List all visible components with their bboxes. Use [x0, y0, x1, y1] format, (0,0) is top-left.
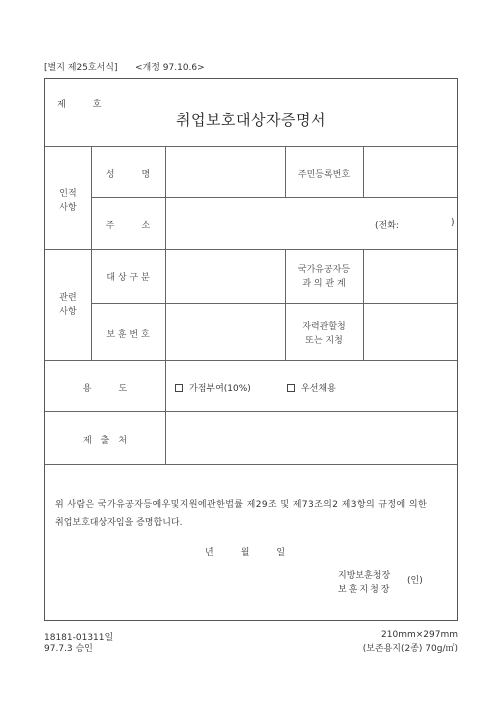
- issuer-regional-office: 지방보훈청장: [338, 571, 391, 581]
- office-label-line1: 자력관할청: [302, 322, 346, 332]
- address-label: 주 소: [105, 221, 151, 231]
- issue-date: 년 월 일: [205, 548, 286, 558]
- certificate-form: [44, 78, 458, 621]
- usage-option-priority-label: 우선채용: [301, 384, 336, 394]
- section-relation-line1: 관련: [59, 293, 77, 303]
- form-code: 18181-01311일: [44, 633, 114, 643]
- form-reference: [별지 제25호서식]: [44, 63, 118, 73]
- section-personal-line2: 사항: [59, 203, 77, 213]
- document-title: 취업보호대상자증명서: [176, 111, 326, 129]
- section-relation-line2: 사항: [59, 307, 77, 317]
- usage-option-bonus[interactable]: [175, 381, 251, 394]
- divider-personal: [45, 249, 457, 250]
- phone-close: ): [451, 218, 455, 228]
- category-label: 대 상 구 분: [106, 273, 150, 283]
- phone-open: (전화:: [375, 221, 399, 231]
- usage-option-bonus-label: 가점부여(10%): [189, 384, 251, 394]
- submit-to-label: 제 출 처: [82, 436, 128, 446]
- divider-label-col: [165, 146, 166, 464]
- section-personal: [45, 187, 91, 215]
- section-personal-line1: 인적: [59, 189, 77, 199]
- document-number-label: 제 호: [57, 100, 102, 110]
- checkbox-icon[interactable]: [287, 384, 295, 392]
- seal-mark: (인): [407, 576, 423, 586]
- approval-date: 97.7.3 승인: [44, 644, 93, 654]
- relation-label-line1: 국가유공자등: [297, 265, 351, 275]
- office-label-line2: 또는 지청: [305, 336, 343, 346]
- certification-line2: 취업보호대상자임을 증명합니다.: [55, 518, 183, 528]
- certification-line1: 위 사람은 국가유공자등예우및지원에관한법률 제29조 및 제73조의2 제3항의 규정에 의한: [55, 500, 428, 510]
- relation-label: [285, 263, 363, 291]
- rrn-label: 주민등록번호: [297, 170, 351, 180]
- divider-name: [91, 197, 457, 198]
- section-relation: [45, 291, 91, 319]
- divider-category: [91, 303, 457, 304]
- revision-note: <개정 97.10.6>: [135, 63, 205, 73]
- office-label: [285, 320, 363, 348]
- divider-relation: [45, 360, 457, 361]
- divider-relation-value: [363, 249, 364, 360]
- paper-type: (보존용지(2종) 70g/㎡): [362, 644, 458, 654]
- divider-title: [45, 146, 457, 147]
- relation-label-line2: 과 의 관 계: [302, 279, 346, 289]
- usage-label: 용 도: [82, 384, 128, 394]
- usage-option-priority[interactable]: [287, 381, 336, 394]
- veteran-number-label: 보 훈 번 호: [106, 330, 150, 340]
- paper-size: 210mm×297mm: [381, 630, 458, 640]
- divider-usage: [45, 411, 457, 412]
- divider-rrn-value: [363, 146, 364, 197]
- name-label: 성 명: [105, 170, 151, 180]
- divider-submit: [45, 464, 457, 465]
- issuer-branch-office: 보훈지청장: [338, 585, 392, 595]
- checkbox-icon[interactable]: [175, 384, 183, 392]
